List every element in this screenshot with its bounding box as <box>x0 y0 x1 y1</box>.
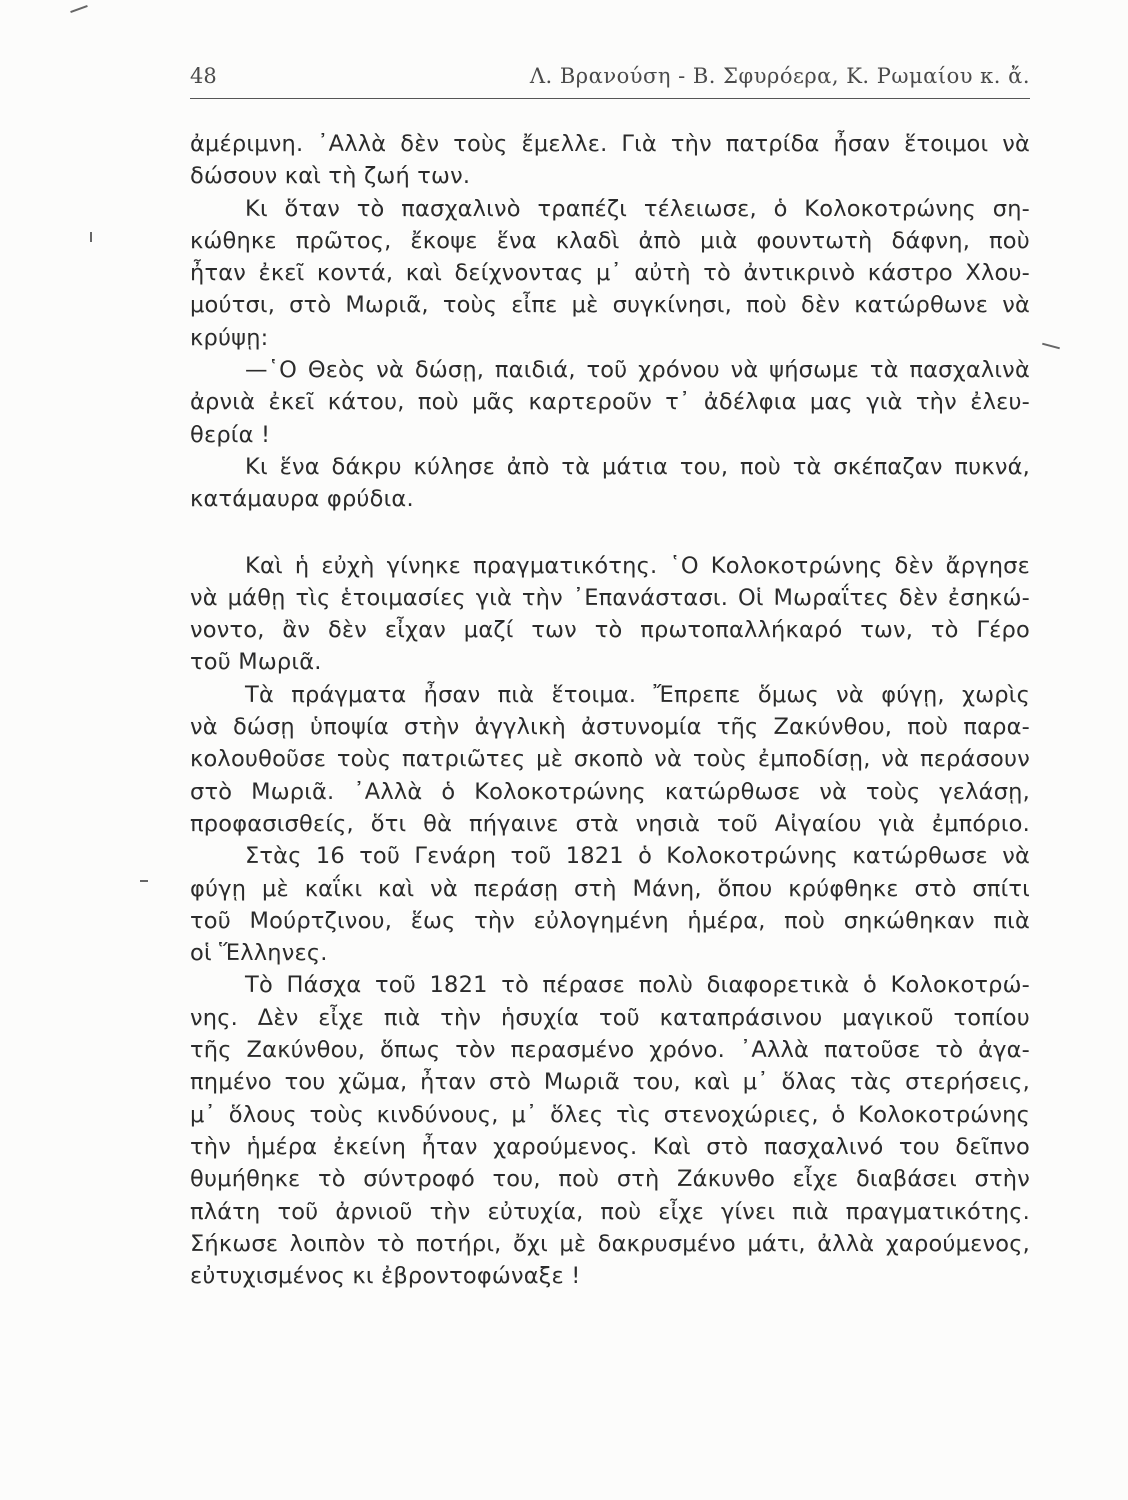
text-line: Καὶ ἡ εὐχὴ γίνηκε πραγματικότης. ῾Ο Κολοκοτρώνης δὲν ἄργησε <box>245 552 1030 579</box>
text-line: Στὰς 16 τοῦ Γενάρη τοῦ 1821 ὁ Κολοκοτρώνης κατώρθωσε νὰ <box>245 843 1030 870</box>
section-gap <box>190 516 1030 550</box>
text-line: θερία ! <box>190 421 271 448</box>
text-line: ἀρνιὰ ἐκεῖ κάτου, ποὺ μᾶς καρτεροῦν τ᾿ ἀδέλφια μας γιὰ τὴν ἐλευ- <box>190 389 1030 416</box>
running-head: Λ. Βρανούση - Β. Σφυρόερα, Κ. Ρωμαίου κ. ἄ. <box>529 64 1030 88</box>
text-line: πλάτη τοῦ ἀρνιοῦ τὴν εὐτυχία, ποὺ εἶχε γίνει πιὰ πραγματικότης. <box>190 1198 1030 1225</box>
scan-mark <box>140 880 148 882</box>
text-line: νὰ μάθῃ τὶς ἑτοιμασίες γιὰ τὴν ᾿Επανάστασι. Οἱ Μωραΐτες δὲν ἐσηκώ- <box>190 584 1030 611</box>
text-line: Τὸ Πάσχα τοῦ 1821 τὸ πέρασε πολὺ διαφορετικὰ ὁ Κολοκοτρώ- <box>245 972 1030 999</box>
scan-mark <box>1042 343 1060 350</box>
text-line: μούτσι, στὸ Μωριᾶ, τοὺς εἶπε μὲ συγκίνησι, ποὺ δὲν κατώρθωνε νὰ <box>190 292 1030 319</box>
text-line: προφασισθείς, ὅτι θὰ πήγαινε στὰ νησιὰ τοῦ Αἰγαίου γιὰ ἐμπόριο. <box>190 810 1030 837</box>
text-line: ἦταν ἐκεῖ κοντά, καὶ δείχνοντας μ᾿ αὐτὴ τὸ ἀντικρινὸ κάστρο Χλου- <box>190 260 1030 287</box>
scan-mark <box>90 232 92 242</box>
page-number: 48 <box>190 64 217 88</box>
text-line: νης. Δὲν εἶχε πιὰ τὴν ἡσυχία τοῦ καταπράσινου μαγικοῦ τοπίου <box>190 1004 1030 1031</box>
body-text <box>190 128 1030 1292</box>
text-line: ἀμέριμνη. ᾿Αλλὰ δὲν τοὺς ἔμελλε. Γιὰ τὴν πατρίδα ἦσαν ἕτοιμοι νὰ <box>190 131 1030 157</box>
text-line: Τὰ πράγματα ἦσαν πιὰ ἕτοιμα. Ἔπρεπε ὅμως νὰ φύγῃ, χωρὶς <box>245 681 1030 708</box>
text-line: τὴν ἡμέρα ἐκείνη ἦταν χαρούμενος. Καὶ στὸ πασχαλινό του δεῖπνο <box>190 1133 1030 1160</box>
scan-mark <box>70 5 88 13</box>
text-line: —῾Ο Θεὸς νὰ δώσῃ, παιδιά, τοῦ χρόνου νὰ ψήσωμε τὰ πασχαλινὰ <box>245 357 1030 384</box>
text-line: Σήκωσε λοιπὸν τὸ ποτήρι, ὄχι μὲ δακρυσμένο μάτι, ἀλλὰ χαρούμενος, <box>190 1230 1030 1257</box>
page-header <box>190 58 1030 99</box>
text-line: κρύψῃ: <box>190 324 269 351</box>
text-line: τοῦ Μούρτζινου, ἕως τὴν εὐλογημένη ἡμέρα, ποὺ σηκώθηκαν πιὰ <box>190 907 1030 934</box>
text-line: Κι ὅταν τὸ πασχαλινὸ τραπέζι τέλειωσε, ὁ Κολοκοτρώνης ση- <box>245 195 1030 222</box>
text-line: νοντο, ἂν δὲν εἶχαν μαζί των τὸ πρωτοπαλλήκαρό των, τὸ Γέρο <box>190 617 1030 644</box>
text-line: στὸ Μωριᾶ. ᾿Αλλὰ ὁ Κολοκοτρώνης κατώρθωσε νὰ τοὺς γελάσῃ, <box>190 778 1030 805</box>
text-line: εὐτυχισμένος κι ἐβροντοφώναξε ! <box>190 1263 581 1290</box>
text-line: τοῦ Μωριᾶ. <box>190 649 322 676</box>
text-line: μ᾿ ὅλους τοὺς κινδύνους, μ᾿ ὅλες τὶς στενοχώριες, ὁ Κολοκοτρώνης <box>190 1101 1030 1128</box>
text-line: πημένο του χῶμα, ἦταν στὸ Μωριᾶ του, καὶ μ᾿ ὅλας τὰς στερήσεις, <box>190 1069 1030 1096</box>
text-line: Κι ἕνα δάκρυ κύλησε ἀπὸ τὰ μάτια του, ποὺ τὰ σκέπαζαν πυκνά, <box>245 453 1030 480</box>
text-line: κώθηκε πρῶτος, ἔκοψε ἕνα κλαδὶ ἀπὸ μιὰ φουντωτὴ δάφνη, ποὺ <box>190 227 1030 254</box>
text-line: δώσουν καὶ τὴ ζωή των. <box>190 163 471 190</box>
text-line: νὰ δώσῃ ὑποψία στὴν ἀγγλικὴ ἀστυνομία τῆς Ζακύνθου, ποὺ παρα- <box>190 714 1030 741</box>
text-line: φύγῃ μὲ καΐκι καὶ νὰ περάσῃ στὴ Μάνη, ὅπου κρύφθηκε στὸ σπίτι <box>190 875 1030 902</box>
text-line: κατάμαυρα φρύδια. <box>190 486 414 513</box>
text-line: τῆς Ζακύνθου, ὅπως τὸν περασμένο χρόνο. ᾿Αλλὰ πατοῦσε τὸ ἀγα- <box>190 1037 1030 1064</box>
text-line: θυμήθηκε τὸ σύντροφό του, ποὺ στὴ Ζάκυνθο εἶχε διαβάσει στὴν <box>190 1166 1030 1193</box>
text-line: κολουθοῦσε τοὺς πατριῶτες μὲ σκοπὸ νὰ τοὺς ἐμποδίσῃ, νὰ περάσουν <box>190 746 1030 773</box>
text-line: οἱ Ἕλληνες. <box>190 940 328 967</box>
